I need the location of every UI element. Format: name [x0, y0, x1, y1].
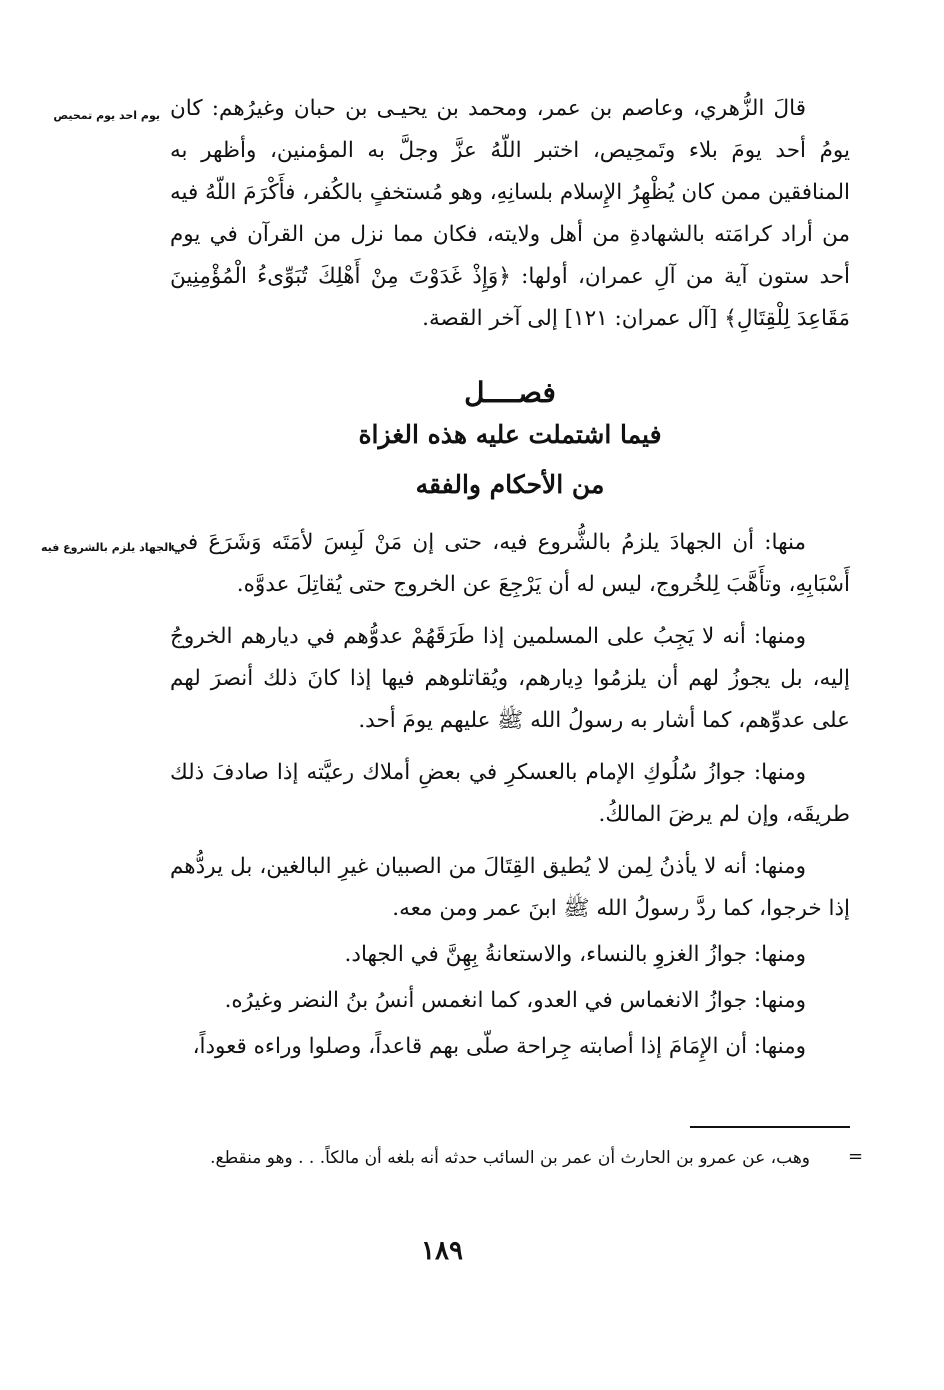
ruling-paragraph-7: ومنها: أن الإِمَامَ إذا أصابته جِراحة صلّى بهم قاعداً، وصلوا وراءه قعوداً، [192, 1034, 806, 1059]
margin-note-jihad: الجهاد يلزم بالشروع فيه [40, 541, 172, 554]
intro-text: قالَ الزُّهري، وعاصم بن عمر، ومحمد بن يحيـى بن حبان وغيرُهم: كان يومُ أحد يومَ بلاء وتَمحِيص، اختبر اللّهُ عزَّ وجلَّ به المؤمنين، وأظهر به المنافقين ممن كان يُظْهِرُ الإِسلام بلسانِهِ، وهو مُستخفٍ بالكُفر، فأَكْرَمَ اللّهُ فيه من أراد كرامَته بالشهادةِ من أهل ولايته، فكان مما نزل من القرآن في يوم أحد ستون آية من آلِ عمران، أولها: [170, 96, 850, 289]
ruling-paragraph-3: ومنها: جوازُ سُلُوكِ الإمام بالعسكرِ في بعضِ أملاك رعيَّته إذا صادفَ ذلك طريقَه، وإن لم يرضَ المالكُ. [170, 760, 850, 827]
section-heading-fasl: فصــــل [464, 376, 556, 409]
intro-block [170, 88, 850, 340]
footnote-continuation-mark: = [848, 1146, 864, 1167]
intro-paragraph [170, 88, 850, 340]
quran-verse: ﴿وَإِذْ غَدَوْتَ مِنْ أَهْلِكَ تُبَوِّىءُ الْمُؤْمِنِينَ مَقَاعِدَ لِلْقِتَالِ﴾ [170, 264, 850, 331]
rulings-block [170, 522, 850, 1068]
footnote-divider [690, 1126, 850, 1128]
section-subheading-2: من الأحكام والفقه [415, 470, 605, 499]
page-number: ١٨٩ [421, 1236, 463, 1266]
footnote-text: وهب، عن عمرو بن الحارث أن عمر بن السائب حدثه أنه بلغه أن مالكاً. . . وهو منقطع. [210, 1148, 810, 1168]
ruling-paragraph-5: ومنها: جوازُ الغزوِ بالنساء، والاستعانةُ بِهِنَّ في الجهاد. [344, 942, 806, 967]
ruling-paragraph-1: منها: أن الجهادَ يلزمُ بالشُّروع فيه، حتى إن مَنْ لَبِسَ لأمَتَه وَشَرَعَ في أَسْبَابِهِ، وتأَهَّبَ لِلخُروج، ليس له أن يَرْجِعَ عن الخروج حتى يُقاتِلَ عدوَّه. [170, 530, 850, 597]
margin-note-uhud: يوم احد يوم تمحيص [53, 109, 160, 122]
ruling-paragraph-6: ومنها: جوازُ الانغماس في العدو، كما انغمس أنسُ بنُ النضر وغيرُه. [224, 988, 806, 1013]
ruling-paragraph-2: ومنها: أنه لا يَجِبُ على المسلمين إذا طَرَقَهُمْ عدوُّهم في ديارهم الخروجُ إليه، بل يجوزُ لهم أن يلزمُوا دِيارهم، ويُقاتلوهم فيها إذا كانَ ذلك أنصرَ لهم على عدوِّهم، كما أشار به رسولُ الله ﷺ عليهم يومَ أحد. [170, 624, 850, 733]
ruling-paragraph-4: ومنها: أنه لا يأذنُ لِمن لا يُطيق القِتَالَ من الصبيان غيرِ البالغين، بل يردُّهم إذا خرجوا، كما ردَّ رسولُ الله ﷺ ابنَ عمر ومن معه. [170, 854, 850, 921]
intro-tail: [آل عمران: ١٢١] إلى آخر القصة. [422, 306, 718, 331]
section-subheading-1: فيما اشتملت عليه هذه الغزاة [358, 420, 662, 449]
